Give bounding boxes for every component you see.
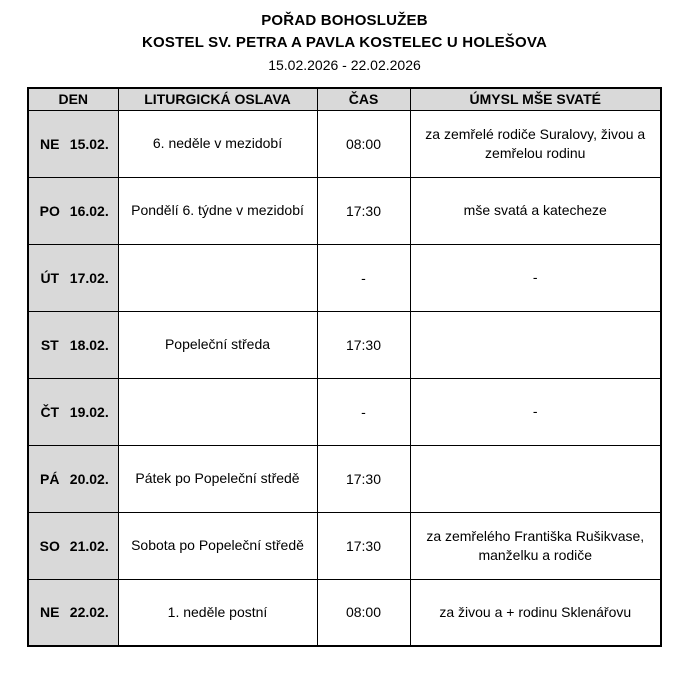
day-date: 16.02. [69, 202, 109, 219]
header-time: ČAS [317, 88, 410, 110]
table-row [28, 244, 661, 311]
intention-cell: mše svatá a katecheze [410, 177, 661, 244]
header-intention: ÚMYSL MŠE SVATÉ [410, 88, 661, 110]
table-row [28, 311, 661, 378]
day-date: 17.02. [69, 269, 109, 286]
church-name: KOSTEL SV. PETRA A PAVLA KOSTELEC U HOLEŠOVA [142, 34, 547, 51]
intention-cell: - [410, 244, 661, 311]
celebration-cell [118, 378, 317, 445]
day-abbrev: PO [39, 202, 60, 219]
day-cell [28, 244, 118, 311]
time-cell: 17:30 [317, 512, 410, 579]
time-cell: 17:30 [317, 445, 410, 512]
table-row [28, 378, 661, 445]
day-abbrev: NE [40, 604, 60, 621]
table-row [28, 579, 661, 646]
document-title: POŘAD BOHOSLUŽEB [261, 12, 428, 29]
day-date: 15.02. [69, 135, 109, 152]
intention-cell: za zemřelého Františka Rušikvase, manželku a rodiče [410, 512, 661, 579]
table-row [28, 512, 661, 579]
day-cell [28, 378, 118, 445]
day-cell [28, 445, 118, 512]
day-abbrev: PÁ [40, 470, 60, 487]
date-range: 15.02.2026 - 22.02.2026 [268, 57, 421, 73]
table-row [28, 110, 661, 177]
time-cell: - [317, 378, 410, 445]
day-abbrev: SO [39, 537, 60, 554]
celebration-cell [118, 244, 317, 311]
celebration-cell: Popeleční středa [118, 311, 317, 378]
time-cell: 08:00 [317, 579, 410, 646]
time-cell: 17:30 [317, 311, 410, 378]
day-abbrev: ÚT [40, 269, 60, 286]
celebration-cell: 6. neděle v mezidobí [118, 110, 317, 177]
intention-cell: za zemřelé rodiče Suralovy, živou a zemřelou rodinu [410, 110, 661, 177]
day-abbrev: NE [40, 135, 60, 152]
day-date: 20.02. [69, 470, 109, 487]
schedule-table [27, 87, 662, 647]
table-header-row [28, 88, 661, 110]
header-day: DEN [28, 88, 118, 110]
intention-cell: - [410, 378, 661, 445]
day-date: 22.02. [69, 604, 109, 621]
celebration-cell: Pondělí 6. týdne v mezidobí [118, 177, 317, 244]
table-row [28, 177, 661, 244]
day-date: 18.02. [69, 336, 109, 353]
day-cell [28, 311, 118, 378]
day-cell [28, 579, 118, 646]
day-date: 19.02. [69, 403, 109, 420]
day-abbrev: ČT [40, 403, 60, 420]
celebration-cell: Pátek po Popeleční středě [118, 445, 317, 512]
celebration-cell: Sobota po Popeleční středě [118, 512, 317, 579]
header-celebration: LITURGICKÁ OSLAVA [118, 88, 317, 110]
time-cell: 08:00 [317, 110, 410, 177]
intention-cell [410, 311, 661, 378]
table-row [28, 445, 661, 512]
intention-cell: za živou a + rodinu Sklenářovu [410, 579, 661, 646]
day-cell [28, 110, 118, 177]
intention-cell [410, 445, 661, 512]
time-cell: 17:30 [317, 177, 410, 244]
document-header [0, 12, 689, 73]
day-date: 21.02. [69, 537, 109, 554]
day-cell [28, 177, 118, 244]
time-cell: - [317, 244, 410, 311]
day-cell [28, 512, 118, 579]
celebration-cell: 1. neděle postní [118, 579, 317, 646]
day-abbrev: ST [40, 336, 59, 353]
